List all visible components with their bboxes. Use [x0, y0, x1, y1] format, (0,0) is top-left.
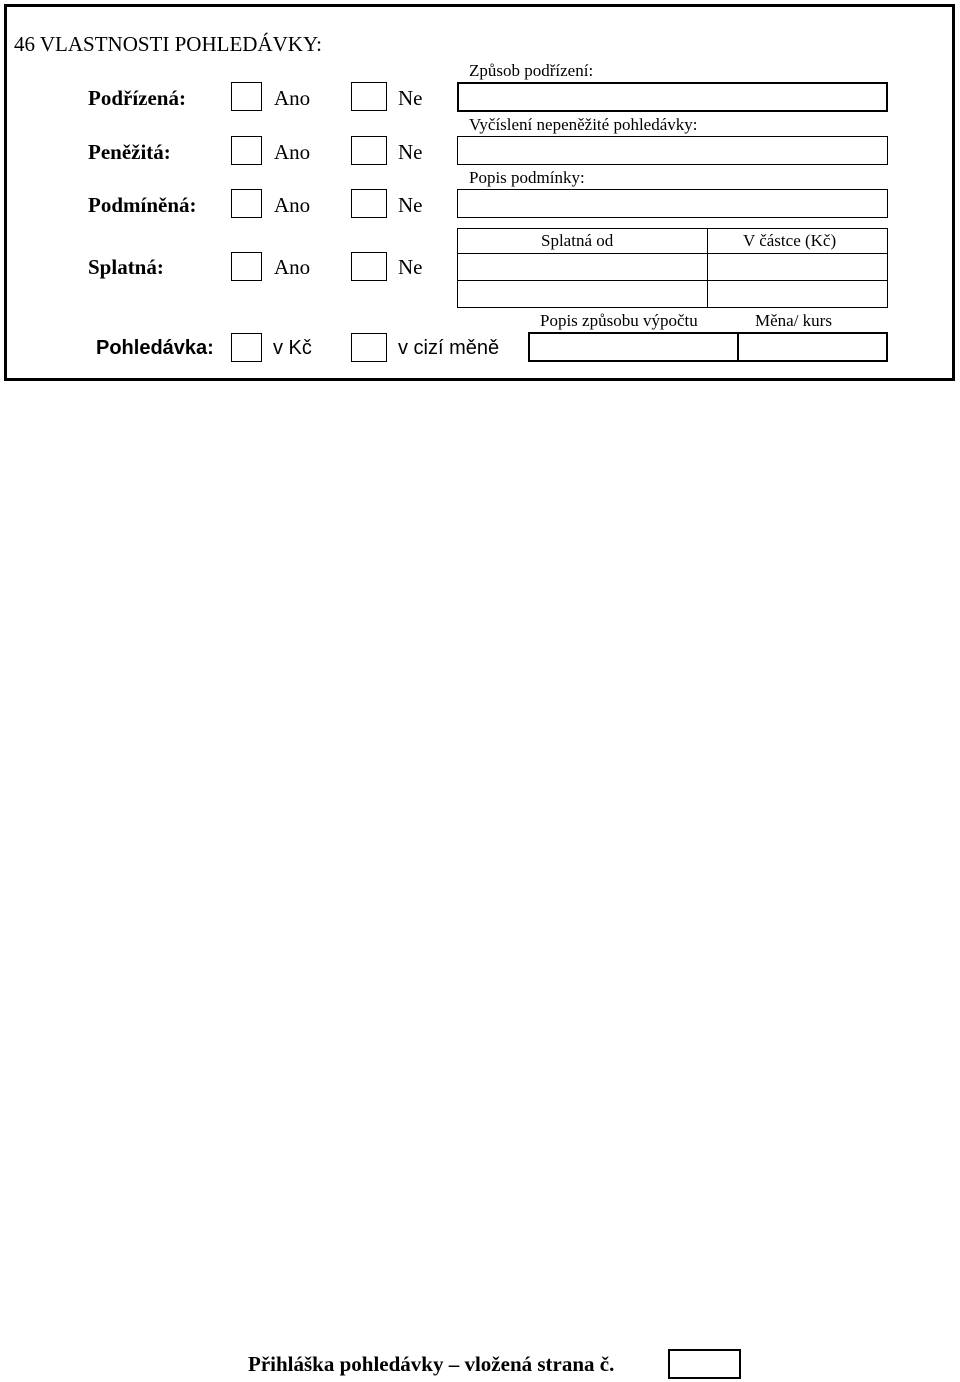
v-castce-cell-1[interactable] [707, 253, 888, 281]
popis-vypoctu-field[interactable] [528, 332, 739, 362]
splatna-ne-label: Ne [398, 255, 423, 279]
penezita-ne-label: Ne [398, 140, 423, 164]
podminena-ne-checkbox[interactable] [351, 189, 387, 218]
pohledavka-cizi-mena-checkbox[interactable] [351, 333, 387, 362]
mena-kurs-field[interactable] [737, 332, 888, 362]
splatna-od-cell-1[interactable] [457, 253, 708, 281]
podminena-ne-label: Ne [398, 193, 423, 217]
page-number-field[interactable] [668, 1349, 741, 1379]
podminena-ano-checkbox[interactable] [231, 189, 262, 218]
penezita-ne-checkbox[interactable] [351, 136, 387, 165]
row-label-podminena: Podmíněná: [88, 193, 197, 217]
vycisleni-label: Vyčíslení nepeněžité pohledávky: [469, 115, 698, 134]
row-label-penezita: Peněžitá: [88, 140, 171, 164]
podminena-ano-label: Ano [274, 193, 311, 217]
podrizena-ne-checkbox[interactable] [351, 82, 387, 111]
penezita-ano-checkbox[interactable] [231, 136, 262, 165]
splatna-ano-label: Ano [274, 255, 311, 279]
podrizena-ne-label: Ne [398, 86, 423, 110]
popis-podminky-label: Popis podmínky: [469, 168, 585, 187]
splatna-od-header: Splatná od [541, 231, 614, 250]
footer-text: Přihláška pohledávky – vložená strana č. [248, 1352, 615, 1376]
popis-podminky-field[interactable] [457, 189, 888, 218]
section-title: 46 VLASTNOSTI POHLEDÁVKY: [14, 32, 323, 56]
podrizena-ano-label: Ano [274, 86, 311, 110]
splatna-ano-checkbox[interactable] [231, 252, 262, 281]
penezita-ano-label: Ano [274, 140, 311, 164]
row-label-splatna: Splatná: [88, 255, 164, 279]
pohledavka-kc-label: v Kč [273, 337, 312, 359]
popis-vypoctu-header: Popis způsobu výpočtu [540, 311, 698, 330]
v-castce-cell-2[interactable] [707, 280, 888, 308]
v-castce-header: V částce (Kč) [743, 231, 837, 250]
splatna-od-cell-2[interactable] [457, 280, 708, 308]
zpusob-podrizeni-label: Způsob podřízení: [469, 61, 594, 80]
pohledavka-cizi-mena-label: v cizí měně [398, 337, 500, 359]
podrizena-ano-checkbox[interactable] [231, 82, 262, 111]
pohledavka-kc-checkbox[interactable] [231, 333, 262, 362]
zpusob-podrizeni-field[interactable] [457, 82, 888, 112]
row-label-podrizena: Podřízená: [88, 86, 186, 110]
row-label-pohledavka: Pohledávka: [96, 337, 214, 359]
mena-kurs-header: Měna/ kurs [755, 311, 832, 330]
splatna-ne-checkbox[interactable] [351, 252, 387, 281]
vycisleni-field[interactable] [457, 136, 888, 165]
